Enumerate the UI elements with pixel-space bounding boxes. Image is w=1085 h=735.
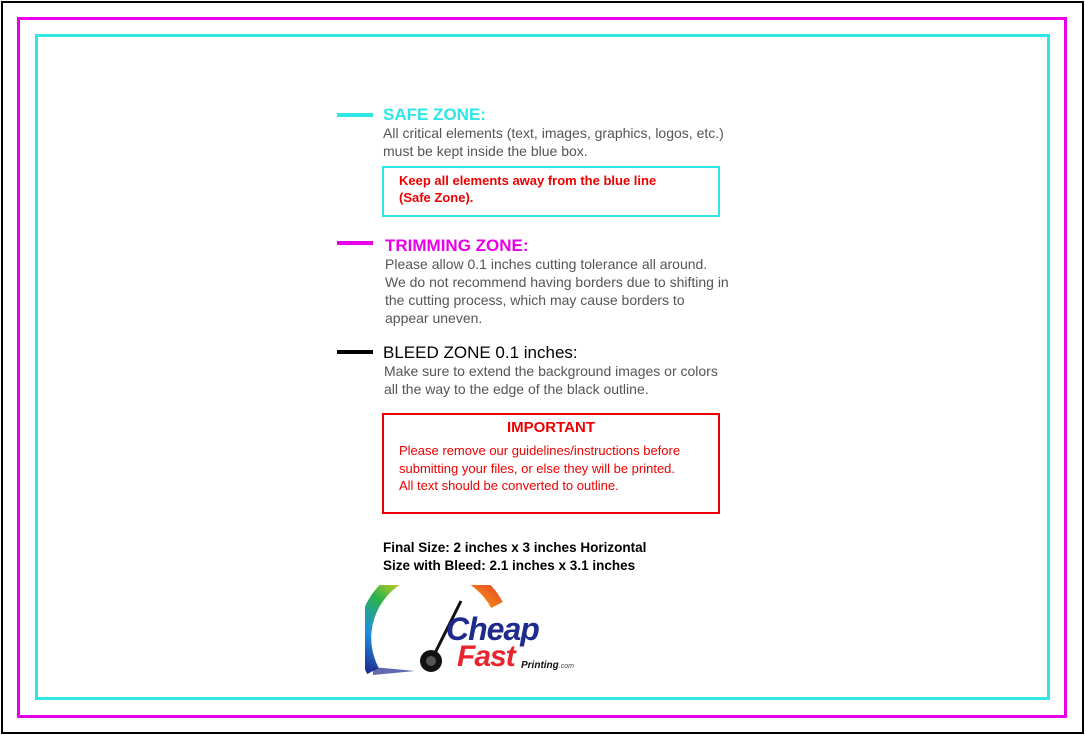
bleed-size-text: Size with Bleed: 2.1 inches x 3.1 inches: [383, 558, 636, 573]
safe-zone-description-line: All critical elements (text, images, graphics, logos, etc.): [383, 125, 724, 141]
trimming-zone-description-line: Please allow 0.1 inches cutting tolerance all around.: [385, 256, 708, 272]
safe-zone-warning-box: [382, 166, 720, 217]
logo-printing-text: [521, 660, 574, 671]
important-text: [399, 442, 680, 495]
trimming-zone-description-line: We do not recommend having borders due to shifting in: [385, 274, 729, 290]
logo-fast-text: Fast: [457, 640, 515, 673]
important-notice-box: [382, 413, 720, 514]
trimming-zone-description-line: appear uneven.: [385, 310, 483, 326]
safe-zone-description: [383, 124, 724, 160]
trimming-zone-legend-line: [337, 241, 373, 245]
safe-zone-warning-line: Keep all elements away from the blue line: [399, 173, 657, 188]
trimming-zone-heading: TRIMMING ZONE:: [385, 236, 529, 255]
safe-zone-legend-line: [337, 113, 373, 117]
final-size-text: Final Size: 2 inches x 3 inches Horizontal: [383, 540, 647, 555]
logo-printing-word: Printing: [521, 660, 559, 671]
important-title: IMPORTANT: [506, 419, 596, 436]
important-text-line: submitting your files, or else they will be printed.: [399, 460, 676, 476]
safe-zone-heading: SAFE ZONE:: [383, 105, 486, 124]
logo-cheap-text: Cheap: [446, 611, 539, 647]
bleed-zone-legend-line: [337, 350, 373, 354]
trimming-zone-description-line: the cutting process, which may cause borders to: [385, 292, 685, 308]
bleed-zone-description-line: Make sure to extend the background images or colors: [384, 363, 718, 379]
safe-zone-description-line: must be kept inside the blue box.: [383, 143, 588, 159]
bleed-zone-heading: BLEED ZONE 0.1 inches:: [383, 343, 578, 362]
size-info: [383, 539, 646, 575]
bleed-zone-description: [384, 362, 718, 398]
important-text-line: Please remove our guidelines/instructions before: [399, 443, 681, 458]
important-text-line: All text should be converted to outline.: [399, 478, 619, 493]
cheap-fast-printing-logo: [365, 585, 590, 685]
bleed-zone-description-line: all the way to the edge of the black outline.: [384, 381, 649, 397]
logo-suffix: .com: [558, 663, 574, 670]
trimming-zone-description: [385, 255, 729, 327]
safe-zone-warning-line: (Safe Zone).: [399, 190, 474, 205]
